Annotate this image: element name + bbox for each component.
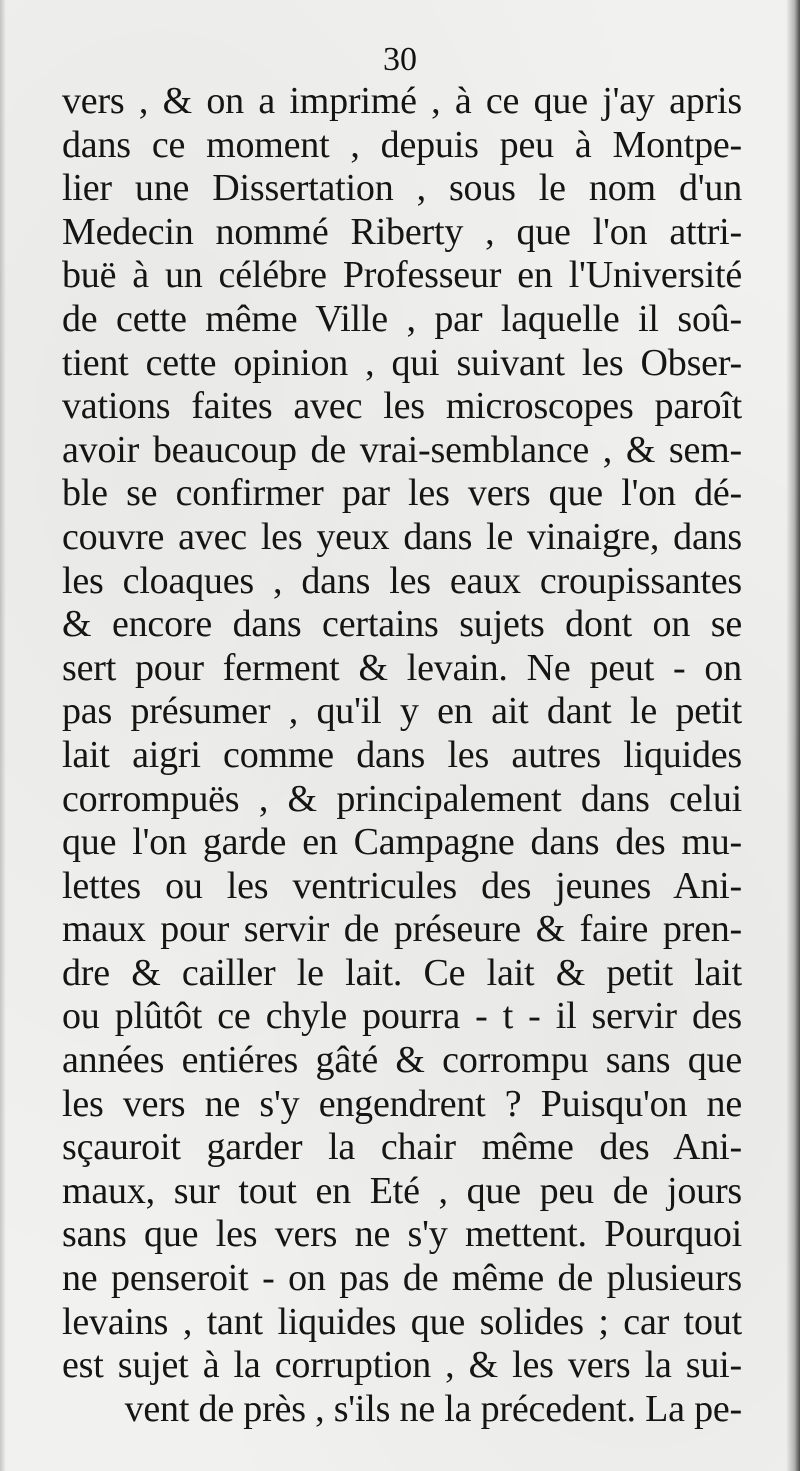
text-line: les vers ne s'y engendrent ? Puisqu'on ne: [62, 1082, 742, 1125]
text-line: buë à un célébre Professeur en l'Université: [62, 254, 742, 297]
text-line: dre & cailler le lait. Ce lait & petit lait: [62, 951, 742, 994]
text-line: vent de près , s'ils ne la précedent. La pe-: [124, 1387, 742, 1430]
text-line: dans ce moment , depuis peu à Montpe-: [62, 123, 742, 166]
text-line: lettes ou les ventricules des jeunes Ani-: [62, 864, 742, 907]
text-line: couvre avec les yeux dans le vinaigre, dans: [62, 515, 742, 558]
text-line: maux pour servir de préseure & faire pren-: [62, 908, 742, 951]
text-line: sans que les vers ne s'y mettent. Pourquoi: [62, 1213, 742, 1256]
text-line: ou plûtôt ce chyle pourra - t - il servir des: [62, 995, 742, 1038]
page-number: 30: [383, 41, 417, 78]
text-line: que l'on garde en Campagne dans des mu-: [62, 821, 742, 864]
text-line: lait aigri comme dans les autres liquides: [62, 733, 742, 776]
text-line: vers , & on a imprimé , à ce que j'ay apris: [62, 80, 742, 122]
text-line: maux, sur tout en Eté , que peu de jours: [62, 1169, 742, 1212]
body-text: [62, 80, 742, 1431]
text-line: années entiéres gâté & corrompu sans que: [62, 1039, 742, 1082]
text-line: ne penseroit - on pas de même de plusieurs: [62, 1257, 742, 1300]
text-line: avoir beaucoup de vrai-semblance , & sem-: [62, 428, 742, 471]
text-line: corrompuës , & principalement dans celui: [62, 777, 742, 820]
text-line: Medecin nommé Riberty , que l'on attri-: [62, 210, 742, 253]
text-line: de cette même Ville , par laquelle il soû-: [62, 297, 742, 340]
text-line: est sujet à la corruption , & les vers la sui-: [62, 1344, 742, 1387]
text-line: levains , tant liquides que solides ; car tout: [62, 1300, 742, 1343]
page-right-edge: [786, 0, 800, 1471]
text-line: tient cette opinion , qui suivant les Obser-: [62, 341, 742, 384]
page-left-shadow: [0, 0, 6, 1471]
text-line: vations faites avec les microscopes paroît: [62, 385, 742, 428]
text-line: les cloaques , dans les eaux croupissantes: [62, 559, 742, 602]
text-line: sert pour ferment & levain. Ne peut - on: [62, 646, 742, 689]
text-line: & encore dans certains sujets dont on se: [62, 603, 742, 646]
text-line: pas présumer , qu'il y en ait dant le petit: [62, 690, 742, 733]
text-line: sçauroit garder la chair même des Ani-: [62, 1126, 742, 1169]
text-line: lier une Dissertation , sous le nom d'un: [62, 167, 742, 210]
text-line: ble se confirmer par les vers que l'on dé-: [62, 472, 742, 515]
